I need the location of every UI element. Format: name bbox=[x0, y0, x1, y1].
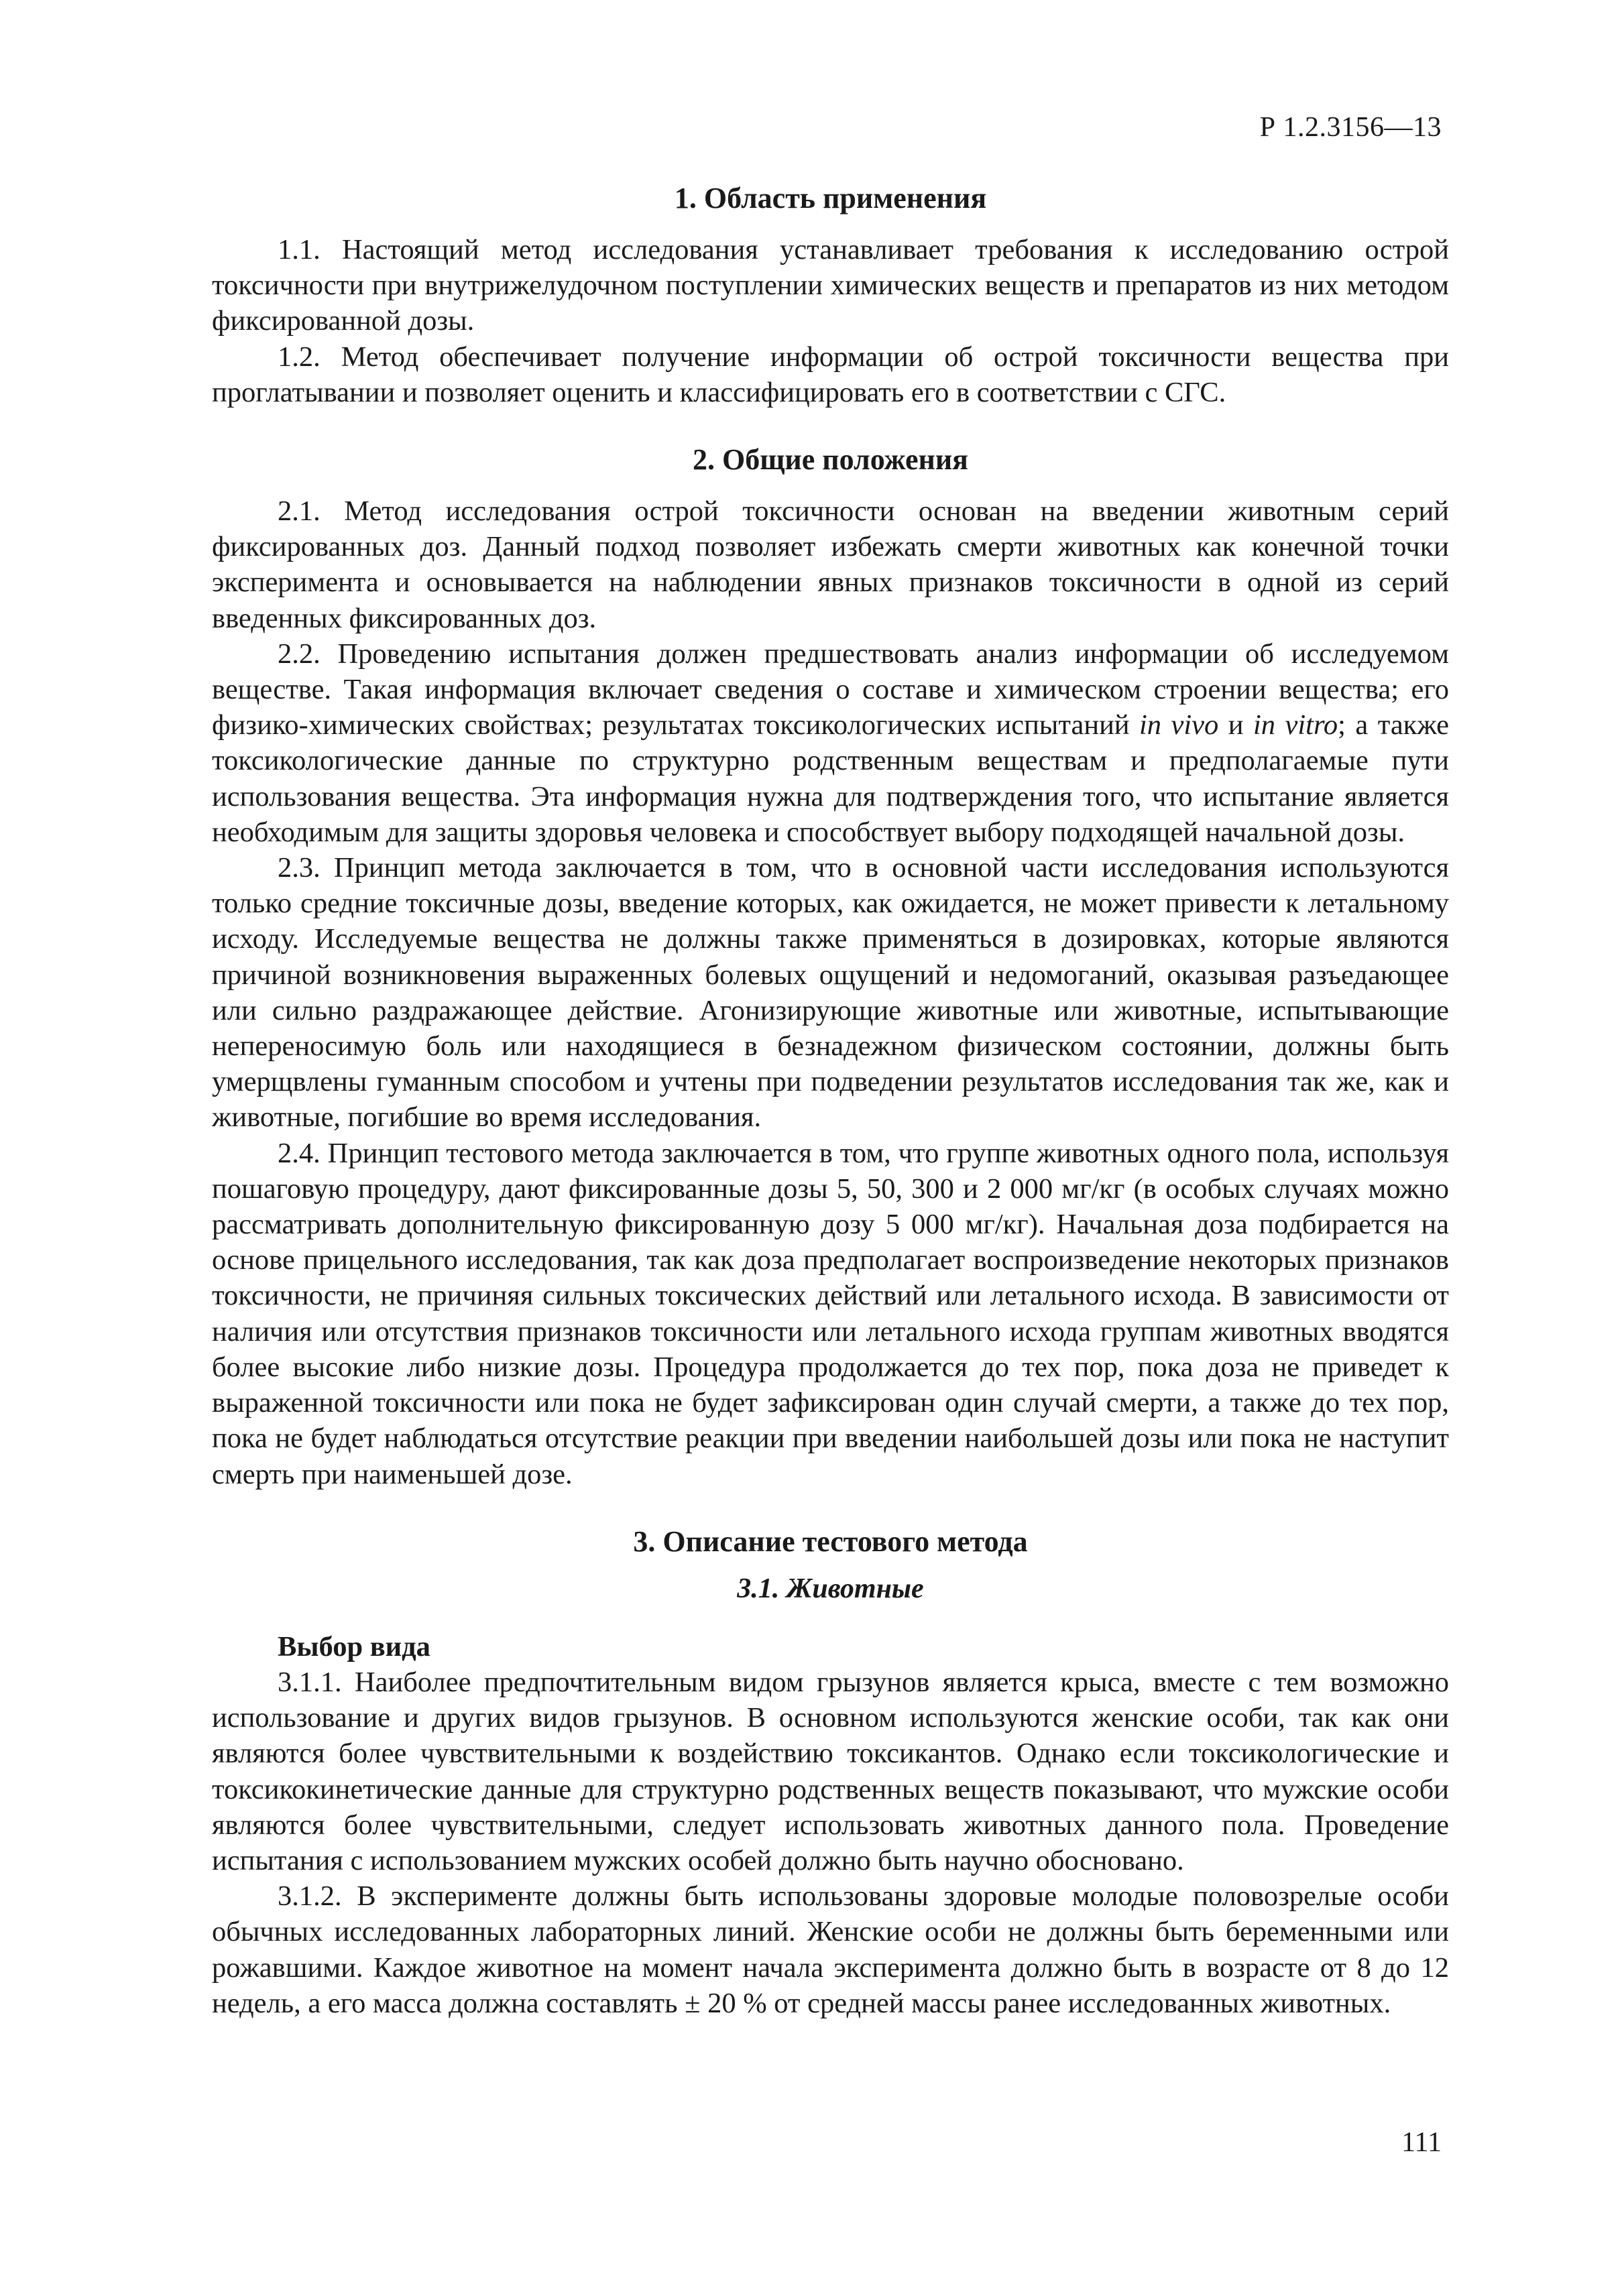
term-in-vitro: in vitro bbox=[1253, 709, 1338, 741]
species-selection-label: Выбор вида bbox=[278, 1630, 430, 1663]
page-number: 111 bbox=[1401, 2127, 1442, 2158]
paragraph-2-4: 2.4. Принцип тестового метода заключается в том, что группе животных одного пола, используя пошаговую процедуру, дают фиксированные дозы 5, 50, 300 и 2 000 мг/кг (в особых случаях можно рассматривать дополнительную фиксированную дозу 5 000 мг/кг). Начальная доза подбирается на основе прицельного исследования, так как доза предполагает воспроизведение некоторых признаков токсичности, не причиняя сильных токсических действий или летального исхода. В зависимости от наличия или отсутствия признаков токсичности или летального исхода группам животных вводятся более высокие либо низкие дозы. Процедура продолжается до тех пор, пока доза не приведет к выраженной токсичности или пока не будет зафиксирован один случай смерти, а также до тех пор, пока не будет наблюдаться отсутствие реакции при введении наибольшей дозы или пока не наступит смерть при наименьшей дозе. bbox=[212, 1137, 1449, 1490]
paragraph-3-1-2: 3.1.2. В эксперименте должны быть использованы здоровые молодые половозрелые особи обычных исследованных лабораторных линий. Женские особи не должны быть беременными или рожавшими. Каждое животное на момент начала эксперимента должно быть в возрасте от 8 до 12 недель, а его масса должна составлять ± 20 % от средней массы ранее исследованных животных. bbox=[212, 1880, 1449, 2019]
paragraph-2-2-part-a: 2.2. Проведению испытания должен предшествовать анализ информации об исследуемом веществе. Такая информация включает сведения о составе и химическом строении вещества; его физико-химических свойствах; результатах токсикологических испытаний bbox=[212, 638, 1449, 741]
paragraph-2-2-part-b: ; а также токсикологические данные по структурно родственным веществам и предполагаемые пути использования вещества. Эта информация нужна для подтверждения того, что испытание является необходимым для защиты здоровья человека и способствует выбору подходящей начальной дозы. bbox=[212, 709, 1449, 848]
paragraph-3-1-1: 3.1.1. Наиболее предпочтительным видом грызунов является крыса, вместе с тем возможно использование и других видов грызунов. В основном используются женские особи, так как они являются более чувствительными к воздействию токсикантов. Однако если токсикологические и токсикокинетические данные для структурно родственных веществ показывают, что мужские особи являются более чувствительными, следует использовать животных данного пола. Проведение испытания с использованием мужских особей должно быть научно обосновано. bbox=[212, 1666, 1449, 1876]
paragraph-1-1: 1.1. Настоящий метод исследования устанавливает требования к исследованию острой токсичности при внутрижелудочном поступлении химических веществ и препаратов из них методом фиксированной дозы. bbox=[212, 234, 1449, 337]
document-body bbox=[212, 180, 1449, 2021]
term-in-vivo: in vivo bbox=[1139, 709, 1219, 741]
conjunction-and: и bbox=[1218, 709, 1253, 741]
document-code: Р 1.2.3156—13 bbox=[1259, 112, 1442, 143]
section-3-title: 3. Описание тестового метода bbox=[633, 1524, 1028, 1558]
paragraph-2-1: 2.1. Метод исследования острой токсичности основан на введении животным серий фиксированных доз. Данный подход позволяет избежать смерти животных как конечной точки эксперимента и основывается на наблюдении явных признаков токсичности в одной из серий введенных фиксированных доз. bbox=[212, 495, 1449, 634]
section-1-title: 1. Область применения bbox=[674, 182, 987, 215]
paragraph-2-3: 2.3. Принцип метода заключается в том, что в основной части исследования используются только средние токсичные дозы, введение которых, как ожидается, не может привести к летальному исходу. Исследуемые вещества не должны также применяться в дозировках, которые являются причиной возникновения выраженных болевых ощущений и недомоганий, оказывая разъедающее или сильно раздражающее действие. Агонизирующие животные или животные, испытывающие непереносимую боль или находящиеся в безнадежном физическом состоянии, должны быть умерщвлены гуманным способом и учтены при подведении результатов исследования так же, как и животные, погибшие во время исследования. bbox=[212, 852, 1449, 1134]
paragraph-1-2: 1.2. Метод обеспечивает получение информации об острой токсичности вещества при проглатывании и позволяет оценить и классифицировать его в соответствии с СГС. bbox=[212, 341, 1449, 408]
paragraph-2-2 bbox=[212, 636, 1449, 850]
subsection-3-1-title: 3.1. Животные bbox=[737, 1573, 924, 1604]
section-2-title: 2. Общие положения bbox=[693, 443, 968, 477]
